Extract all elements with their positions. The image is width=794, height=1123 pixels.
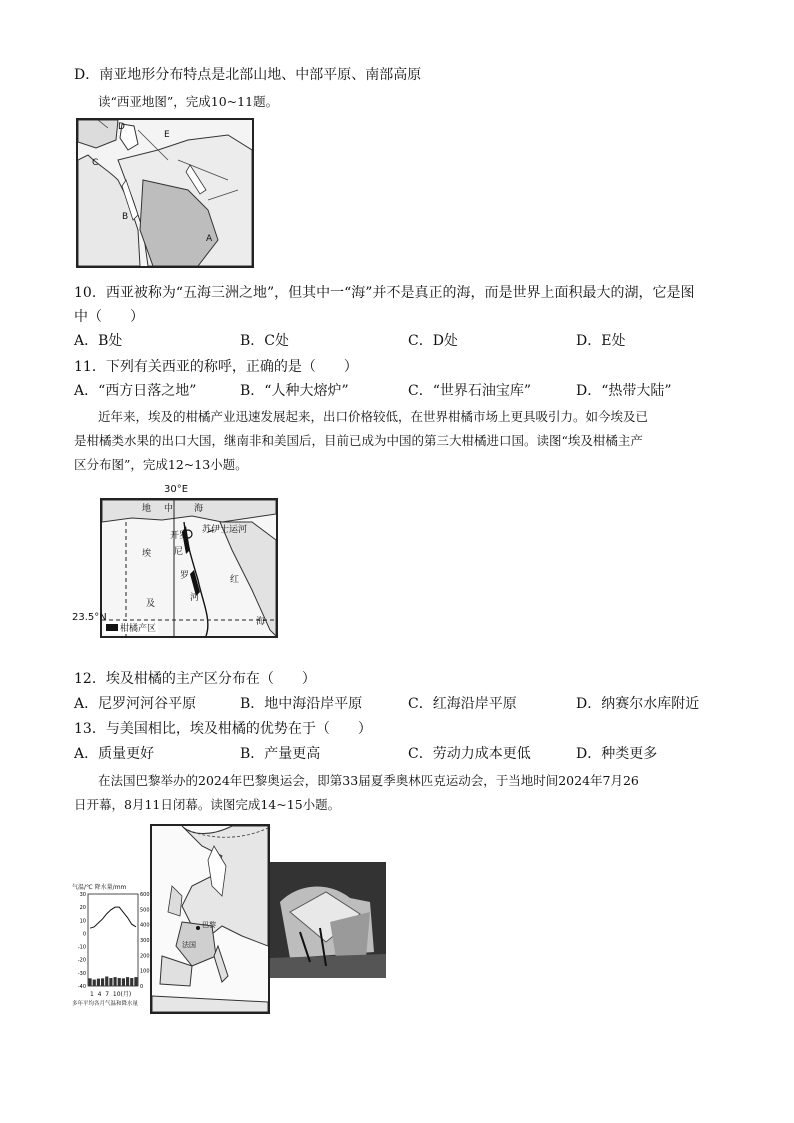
- red-sea-char-2: 海: [256, 617, 266, 627]
- egypt-map: [72, 484, 278, 652]
- precip-bar: [122, 978, 125, 986]
- precip-tick-label: 600: [140, 892, 150, 898]
- paris-climate-chart: [72, 882, 156, 1014]
- red-sea-char-1: 红: [230, 575, 240, 585]
- egypt-legend: [104, 621, 158, 634]
- paris-landmark-photo: [270, 862, 386, 978]
- precip-bar: [134, 977, 137, 986]
- temp-tick-label: 30: [79, 892, 86, 898]
- intro-10-11: 读“西亚地图”，完成10~11题。: [98, 94, 279, 109]
- q13-option-c[interactable]: C．劳动力成本更低: [408, 746, 531, 762]
- temp-tick-label: 10: [79, 918, 86, 925]
- sea-char-3: 海: [194, 504, 204, 514]
- q12-option-d[interactable]: D．纳赛尔水库附近: [576, 696, 700, 712]
- precip-tick-label: 500: [140, 907, 150, 914]
- precip-bar: [109, 978, 112, 986]
- label-c: C: [92, 158, 99, 168]
- q11-option-a[interactable]: A．“西方日落之地”: [74, 383, 197, 399]
- q13-option-a[interactable]: A．质量更好: [74, 746, 155, 762]
- q13-stem: 13．与美国相比，埃及柑橘的优势在于（ ）: [74, 721, 372, 737]
- precip-bar: [118, 978, 121, 986]
- legend-label: 柑橘产区: [120, 624, 157, 634]
- climate-months: 1 4 7 10(月): [90, 991, 132, 998]
- precip-tick-label: 0: [140, 984, 144, 990]
- label-e: E: [164, 130, 170, 140]
- temp-tick-label: -30: [77, 970, 86, 977]
- nile-char-3: 河: [190, 593, 200, 603]
- nile-char-1: 尼: [174, 547, 184, 557]
- france-label: 法国: [182, 941, 196, 949]
- q12-option-a[interactable]: A．尼罗河河谷平原: [74, 696, 197, 712]
- sea-char-2: 中: [164, 504, 174, 514]
- climate-caption: 多年平均各月气温和降水量: [72, 1001, 139, 1007]
- climate-frame: [88, 894, 138, 986]
- precip-tick-label: 100: [140, 968, 150, 975]
- precip-bar: [130, 978, 133, 986]
- lat-label: 23.5°N: [72, 612, 107, 623]
- label-b: B: [122, 212, 129, 222]
- temp-tick-label: -20: [77, 957, 86, 964]
- europe-map: [150, 824, 270, 1014]
- label-a: A: [206, 234, 213, 244]
- precip-tick-label: 400: [140, 922, 150, 929]
- temperature-line: [90, 907, 136, 928]
- precip-bar: [97, 979, 100, 986]
- q10-stem-line1: 10．西亚被称为“五海三洲之地”，但其中一“海”并不是真正的海，而是世界上面积最大的湖，它是图: [74, 285, 695, 301]
- q13-option-b[interactable]: B．产量更高: [240, 746, 321, 762]
- precip-bar: [126, 977, 129, 986]
- temp-tick-label: -10: [77, 944, 86, 951]
- temp-tick-label: -40: [77, 984, 86, 990]
- q10-option-d[interactable]: D．E处: [576, 333, 626, 349]
- precip-bar: [101, 978, 104, 986]
- q12-option-b[interactable]: B．地中海沿岸平原: [240, 696, 363, 712]
- q10-option-c[interactable]: C．D处: [408, 333, 458, 349]
- precip-bar: [93, 980, 96, 986]
- q10-option-a[interactable]: A．B处: [74, 333, 123, 349]
- q11-option-c[interactable]: C．“世界石油宝库”: [408, 383, 532, 399]
- precip-tick-label: 200: [140, 953, 150, 960]
- nile-char-2: 罗: [180, 571, 190, 581]
- intro-14-15-line2: 日开幕，8月11日闭幕。读图完成14~15小题。: [74, 797, 341, 812]
- west-asia-map: [76, 118, 254, 268]
- citrus-area-swatch: [106, 624, 118, 631]
- temp-tick-label: 20: [79, 905, 86, 912]
- temp-tick-label: 0: [82, 931, 86, 938]
- q12-stem: 12．埃及柑橘的主产区分布在（ ）: [74, 671, 316, 687]
- q12-option-c[interactable]: C．红海沿岸平原: [408, 696, 517, 712]
- q10-option-b[interactable]: B．C处: [240, 333, 289, 349]
- q9-option-d: D．南亚地形分布特点是北部山地、中部平原、南部高原: [74, 67, 422, 83]
- q11-option-b[interactable]: B．“人种大熔炉”: [240, 383, 349, 399]
- q10-stem-line2: 中（ ）: [74, 309, 144, 325]
- intro-12-13-line2: 是柑橘类水果的出口大国，继南非和美国后，目前已成为中国的第三大柑橘进口国。读图“埃及柑橘主产: [74, 433, 643, 448]
- egypt-char-1: 埃: [142, 549, 152, 559]
- paris-label: 巴黎: [202, 921, 216, 929]
- q13-option-d[interactable]: D．种类更多: [576, 746, 658, 762]
- climate-header: 气温/℃ 降水量/mm: [72, 884, 127, 891]
- precip-bar: [89, 978, 92, 986]
- egypt-char-2: 及: [146, 599, 156, 609]
- intro-14-15-line1: 在法国巴黎举办的2024年巴黎奥运会，即第33届夏季奥林匹克运动会，于当地时间2024年7月26: [98, 773, 639, 788]
- label-d: D: [118, 122, 125, 132]
- lon-label: 30°E: [164, 484, 189, 495]
- q11-stem: 11．下列有关西亚的称呼，正确的是（ ）: [74, 359, 358, 375]
- intro-12-13-line3: 区分布图”，完成12~13小题。: [74, 457, 248, 472]
- precip-bar: [105, 976, 108, 986]
- canal-label: 苏伊士运河: [202, 525, 248, 535]
- intro-12-13-line1: 近年来，埃及的柑橘产业迅速发展起来，出口价格较低，在世界柑橘市场上更具吸引力。如今埃及已: [98, 409, 649, 424]
- q11-option-d[interactable]: D．“热带大陆”: [576, 383, 672, 399]
- sea-char-1: 地: [142, 504, 152, 514]
- precip-bar: [114, 977, 117, 986]
- cairo-label: 开罗: [170, 531, 189, 541]
- precip-tick-label: 300: [140, 938, 150, 944]
